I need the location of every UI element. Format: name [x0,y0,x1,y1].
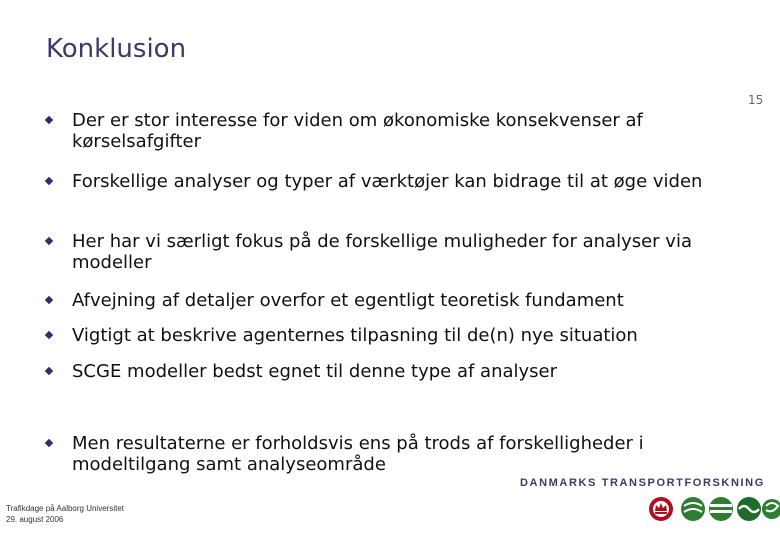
bullet-item [46,290,716,311]
bullet-text: Forskellige analyser og typer af værktøjer kan bidrage til at øge viden [72,171,703,192]
bullet-item [46,171,716,192]
brand-wordmark: DANMARKS TRANSPORTFORSKNING [520,477,765,489]
footer-line-event: Trafikdage på Aalborg Universitet [6,504,124,513]
wave-logo-icon [736,494,762,524]
logo-strip [648,494,780,526]
slide-title: Konklusion [46,34,187,64]
page-number: 15 [748,93,764,107]
bullet-text: Men resultaterne er forholdsvis ens på trods af forskelligheder i modeltilgang samt analyseområde [72,433,644,475]
stripe-logo-icon [708,494,734,524]
bullet-text: SCGE modeller bedst egnet til denne type af analyser [72,361,558,382]
bullet-marker-icon [45,439,53,447]
bullet-marker-icon [45,177,53,185]
crown-emblem-icon [648,494,674,524]
bullet-item [46,325,716,346]
bullet-marker-icon [45,237,53,245]
bullet-text: Vigtigt at beskrive agenternes tilpasning til de(n) nye situation [72,325,638,346]
footer-line-date: 29. august 2006 [6,515,64,524]
bullet-item [46,361,716,382]
bullet-item [46,110,716,152]
bullet-text: Der er stor interesse for viden om økonomiske konsekvenser af kørselsafgifter [72,110,643,152]
bullet-marker-icon [45,116,53,124]
bullet-marker-icon [45,296,53,304]
university-logo-icon [680,494,706,524]
bullet-item [46,433,716,475]
bullet-text: Afvejning af detaljer overfor et egentligt teoretisk fundament [72,290,624,311]
bullet-marker-icon [45,331,53,339]
swirl-logo-icon [760,494,780,524]
bullet-marker-icon [45,367,53,375]
footer [6,503,124,525]
bullet-text: Her har vi særligt fokus på de forskellige muligheder for analyser via modeller [72,231,692,273]
bullet-item [46,231,716,273]
